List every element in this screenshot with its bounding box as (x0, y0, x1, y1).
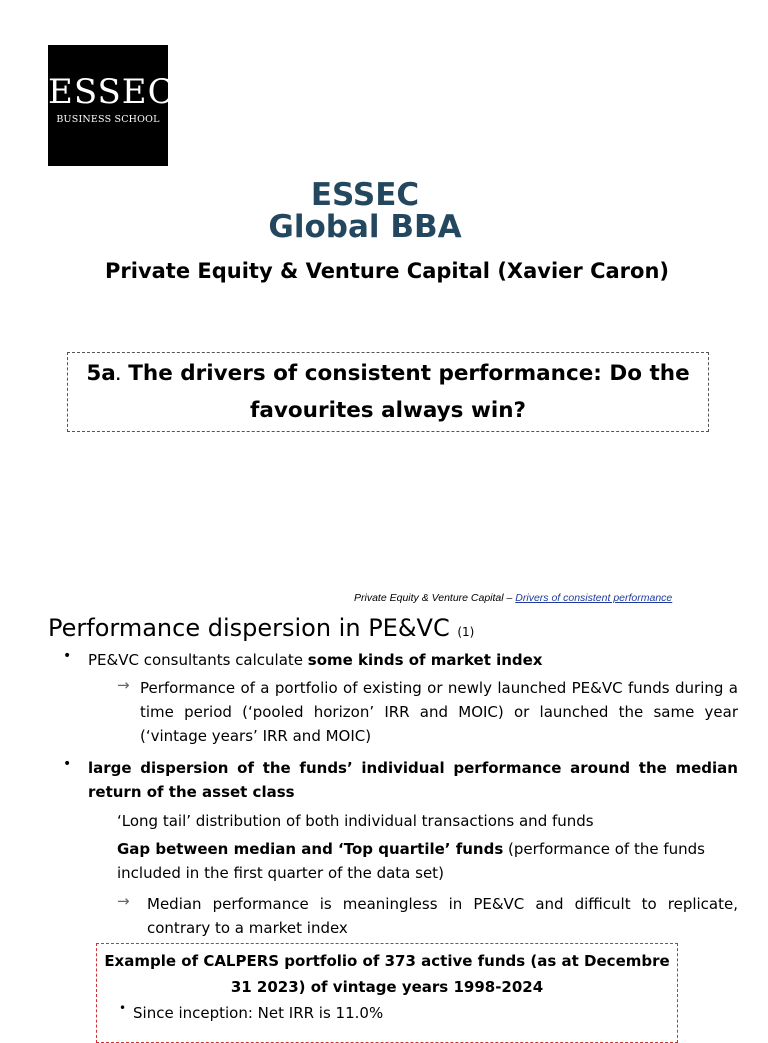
bullet-emphasis: some kinds of market index (307, 651, 543, 669)
bullet-dot: • (63, 756, 72, 772)
slide-title (48, 614, 474, 642)
essec-logo (48, 45, 175, 166)
bullet-dot: • (119, 1001, 127, 1015)
sub-item-text: (performance of the funds included in the first quarter of the data set) (117, 840, 705, 882)
sub-item-long-tail: ‘Long tail’ distribution of both individual transactions and funds (117, 812, 594, 830)
example-title: Example of CALPERS portfolio of 373 active funds (as at Decembre 31 2023) of vintage years 1998-2024 (104, 952, 670, 996)
logo-wordmark: ESSEC (48, 72, 175, 112)
brand-program: Global BBA (268, 209, 462, 245)
topic-heading (78, 357, 698, 428)
sub-item-emphasis: Gap between median and ‘Top quartile’ funds (117, 840, 504, 858)
arrow-item-portfolio: Performance of a portfolio of existing or newly launched PE&VC funds during a time period (‘pooled horizon’ IRR and MOIC) or launched the same year (‘vintage years’ IRR and MOIC) (140, 679, 738, 745)
topic-text: The drivers of consistent performance: Do the favourites always win? (128, 360, 690, 423)
slide-title-text: Performance dispersion in PE&VC (48, 614, 450, 642)
slide-header (354, 592, 672, 604)
brand-name: ESSEC (310, 177, 420, 213)
course-title: Private Equity & Venture Capital (Xavier Caron) (105, 259, 669, 283)
topic-separator: . (115, 368, 121, 384)
topic-number: 5a (86, 360, 116, 386)
logo-subtitle: BUSINESS SCHOOL (56, 114, 160, 125)
topic-box (67, 352, 709, 432)
arrow-item-median: Median performance is meaningless in PE&VC and difficult to replicate, contrary to a market index (147, 895, 738, 937)
bullet-dispersion: large dispersion of the funds’ individual performance around the median return of the asset class (88, 759, 738, 801)
bullet-text: PE&VC consultants calculate (88, 651, 308, 669)
example-item: Since inception: Net IRR is 11.0% (133, 1004, 384, 1022)
slide-header-link[interactable]: Drivers of consistent performance (515, 592, 673, 604)
bullet-dot: • (63, 648, 72, 664)
arrow-icon: → (117, 676, 130, 694)
arrow-icon: → (117, 892, 130, 910)
bullet-market-index (88, 648, 738, 672)
sub-item-quartile-gap (117, 837, 717, 885)
slide-title-note: (1) (457, 625, 475, 639)
slide-header-prefix: Private Equity & Venture Capital – (354, 592, 516, 604)
